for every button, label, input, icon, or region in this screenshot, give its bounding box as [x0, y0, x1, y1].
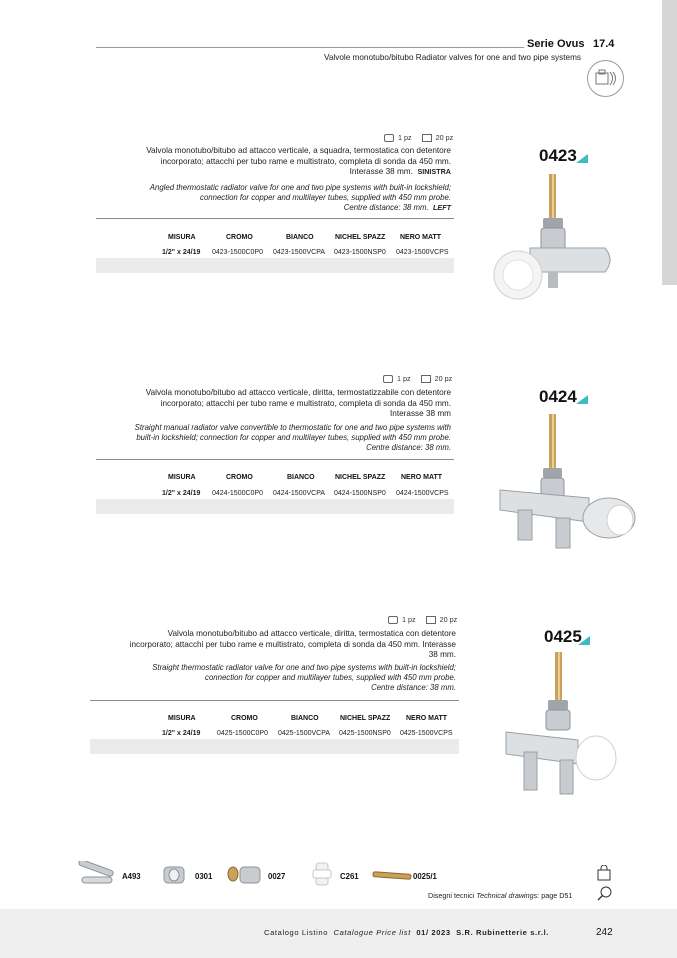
section-rule	[96, 459, 454, 460]
side-label: LEFT	[433, 203, 451, 213]
col-cromo: CROMO	[231, 715, 258, 722]
col-misura: MISURA	[168, 474, 196, 481]
desc-line: Valvola monotubo/bitubo ad attacco verticale, a squadra, termostatica con detentore	[146, 146, 451, 155]
footer-caption: Catalogo Listino Catalogue Price list 01/ 2023 S.R. Rubinetterie s.r.l.	[264, 928, 549, 937]
description-italian	[96, 388, 451, 420]
desc-line: connection for copper and multilayer tubes, supplied with 450 mm probe.	[200, 193, 451, 203]
col-nero: NERO MATT	[401, 474, 443, 481]
accessory-code: C261	[340, 872, 359, 881]
box-pack-icon	[421, 375, 431, 383]
code-accent	[576, 395, 588, 404]
accessory-c261-image	[311, 861, 333, 892]
desc-line: Straight thermostatic radiator valve for one and two pipe systems with built-in lockshield;	[152, 663, 456, 672]
accessory-0025-1-image	[372, 869, 412, 887]
col-cromo: CROMO	[226, 474, 253, 481]
table-row-spacer	[96, 499, 454, 514]
pack-box: 20 pz	[435, 133, 454, 142]
cell-code: 0425-1500NSP0	[339, 730, 391, 737]
pack-single: 1 pz	[398, 133, 412, 142]
valve-category-icon	[587, 60, 624, 97]
cell-code: 0423-1500NSP0	[334, 249, 386, 256]
valve-0425-image	[498, 648, 623, 803]
code-accent	[576, 154, 588, 163]
desc-line: Angled thermostatic radiator valve for one and two pipe systems with built-in lockshield;	[149, 183, 451, 192]
table-row-spacer	[90, 739, 459, 754]
col-bianco: BIANCO	[286, 234, 314, 241]
desc-line: Centre distance: 38 mm.	[371, 683, 456, 693]
pack-single: 1 pz	[397, 374, 411, 383]
cell-code: 0425-1500C0P0	[217, 730, 268, 737]
magnifier-icon	[597, 886, 613, 907]
accessory-code: 0027	[268, 872, 286, 881]
table-row-spacer	[96, 258, 454, 273]
col-nero: NERO MATT	[406, 715, 448, 722]
description-italian	[90, 629, 456, 661]
desc-line: incorporato; attacchi per tubo rame e multistrato, completa di sonda da 450 mm. Interasse	[129, 639, 456, 649]
technical-drawings-ref: Disegni tecnici Technical drawings: page D51	[428, 891, 573, 900]
single-pack-icon	[383, 375, 393, 383]
cell-code: 0424-1500NSP0	[334, 490, 386, 497]
cell-code: 0424-1500VCPA	[273, 490, 326, 497]
pack-box: 20 pz	[439, 615, 458, 624]
cell-code: 0424-1500C0P0	[212, 490, 263, 497]
desc-line: Interasse 38 mm	[390, 409, 451, 419]
col-bianco: BIANCO	[287, 474, 315, 481]
desc-line: incorporato; attacchi per tubo rame e multistrato, completa di sonda da 450 mm.	[160, 398, 451, 408]
valve-0424-image	[494, 410, 639, 560]
accessory-a493-image	[76, 861, 118, 894]
desc-line: Straight manual radiator valve convertible to thermostatic for one and two pipe systems with	[134, 423, 451, 432]
accessory-code: 0301	[195, 872, 213, 881]
cell-size: 1/2" x 24/19	[162, 730, 201, 737]
cell-code: 0424-1500VCPS	[396, 490, 449, 497]
single-pack-icon	[388, 616, 398, 624]
cell-code: 0425-1500VCPA	[278, 730, 331, 737]
accessory-0027-image	[226, 864, 262, 891]
desc-line: 38 mm.	[428, 650, 456, 660]
col-cromo: CROMO	[226, 234, 253, 241]
cell-code: 0423-1500C0P0	[212, 249, 263, 256]
pack-single: 1 pz	[402, 615, 416, 624]
col-misura: MISURA	[168, 234, 196, 241]
pack-box: 20 pz	[434, 374, 453, 383]
col-nichel: NICHEL SPAZZ	[335, 474, 386, 481]
cell-code: 0425-1500VCPS	[400, 730, 453, 737]
series-subtitle: Valvole monotubo/bitubo Radiator valves for one and two pipe systems	[324, 53, 581, 62]
description-english	[96, 663, 456, 694]
cell-size: 1/2" x 24/19	[162, 490, 201, 497]
side-label: SINISTRA	[417, 167, 451, 177]
col-misura: MISURA	[168, 715, 196, 722]
description-english	[96, 423, 451, 454]
description-english	[96, 183, 451, 214]
desc-line: Centre distance: 38 mm. LEFT	[343, 203, 451, 213]
product-code: 0423	[539, 146, 577, 165]
series-title: Serie Ovus	[527, 38, 585, 50]
packaging-info	[384, 133, 453, 142]
page-number: 242	[596, 927, 613, 938]
accessory-0301-image	[162, 864, 186, 891]
col-nichel: NICHEL SPAZZ	[340, 715, 391, 722]
product-code: 0424	[539, 387, 577, 406]
desc-line: Valvola monotubo/bitubo ad attacco verticale, diritta, termostatizzabile con detentore	[145, 388, 451, 397]
section-tab	[662, 0, 677, 285]
packaging-info	[388, 615, 457, 624]
cell-code: 0423-1500VCPA	[273, 249, 326, 256]
desc-line: Centre distance: 38 mm.	[366, 443, 451, 453]
desc-line: incorporato; attacchi per tubo rame e multistrato, completa di sonda da 450 mm.	[160, 156, 451, 166]
description-italian	[96, 146, 451, 178]
single-pack-icon	[384, 134, 394, 142]
header-rule	[96, 47, 524, 48]
desc-line: connection for copper and multilayer tubes, supplied with 450 mm probe.	[205, 673, 456, 683]
cell-size: 1/2" x 24/19	[162, 249, 201, 256]
valve-0423-image	[490, 170, 620, 310]
section-number: 17.4	[593, 38, 615, 50]
section-rule	[90, 700, 459, 701]
accessory-code: A493	[122, 872, 141, 881]
col-bianco: BIANCO	[291, 715, 319, 722]
packaging-info	[383, 374, 452, 383]
box-pack-icon	[422, 134, 432, 142]
accessory-code: 0025/1	[413, 872, 437, 881]
desc-line: Valvola monotubo/bitubo ad attacco verticale, diritta, termostatica con detentore	[167, 629, 456, 638]
box-pack-icon	[426, 616, 436, 624]
cell-code: 0423-1500VCPS	[396, 249, 449, 256]
product-code: 0425	[544, 627, 582, 646]
col-nichel: NICHEL SPAZZ	[335, 234, 386, 241]
bag-icon	[597, 865, 611, 886]
desc-line: Interasse 38 mm. SINISTRA	[349, 167, 451, 177]
section-rule	[96, 218, 454, 219]
col-nero: NERO MATT	[400, 234, 442, 241]
desc-line: built-in lockshield; connection for copper and multilayer tubes, supplied with 450 mm probe.	[136, 433, 451, 443]
